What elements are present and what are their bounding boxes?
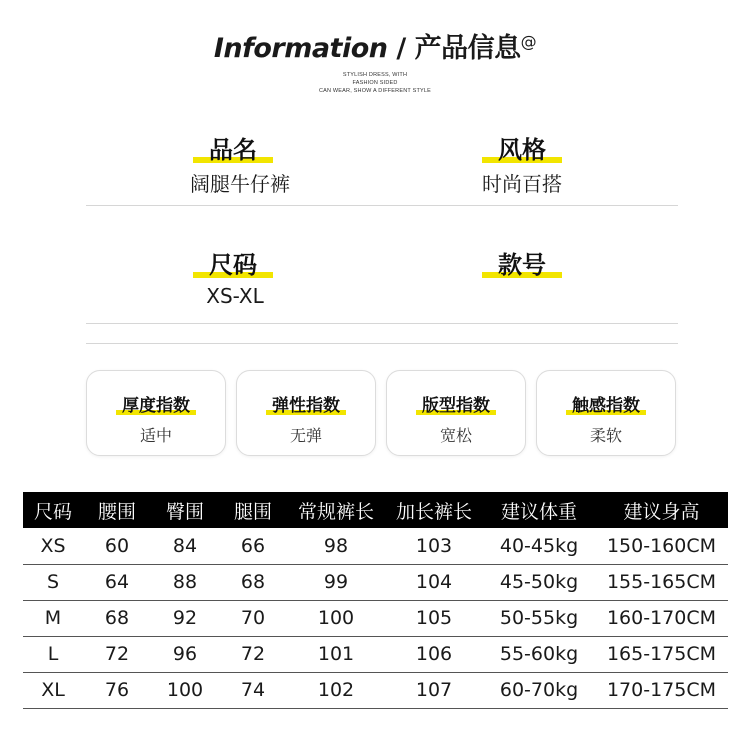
cell: 102 (287, 672, 385, 708)
title-chinese: 产品信息 (414, 33, 521, 64)
cell: 55-60kg (483, 636, 595, 672)
table-header-row (23, 492, 728, 528)
size-table (23, 492, 728, 709)
table-row (23, 528, 728, 564)
cell: XL (23, 672, 83, 708)
info-value-product-name: 阔腿牛仔裤 (190, 172, 290, 196)
cell: 103 (385, 528, 483, 564)
cell: 100 (151, 672, 219, 708)
header-weight: 建议体重 (483, 492, 595, 528)
index-label: 版型指数 (387, 391, 525, 416)
table-row (23, 636, 728, 672)
index-value: 无弹 (289, 426, 322, 445)
cell: XS (23, 528, 83, 564)
table-row (23, 564, 728, 600)
cell: 68 (83, 600, 151, 636)
header-long-length: 加长裤长 (385, 492, 483, 528)
cell: 64 (83, 564, 151, 600)
info-value-style: 时尚百搭 (482, 172, 562, 196)
cell: 74 (219, 672, 287, 708)
cell: 72 (219, 636, 287, 672)
cell: 88 (151, 564, 219, 600)
cell: S (23, 564, 83, 600)
header-regular-length: 常规裤长 (287, 492, 385, 528)
cell: 40-45kg (483, 528, 595, 564)
info-label-style: 风格 (422, 130, 622, 165)
header-height: 建议身高 (595, 492, 728, 528)
cell: M (23, 600, 83, 636)
cell: 155-165CM (595, 564, 728, 600)
cell: 105 (385, 600, 483, 636)
cell: 68 (219, 564, 287, 600)
header-size: 尺码 (23, 492, 83, 528)
cell: 170-175CM (595, 672, 728, 708)
table-row (23, 672, 728, 708)
cell: 96 (151, 636, 219, 672)
info-label-style-number: 款号 (422, 245, 622, 280)
cell: 106 (385, 636, 483, 672)
info-label-size: 尺码 (133, 245, 333, 280)
divider (86, 205, 678, 206)
cell: 150-160CM (595, 528, 728, 564)
title-separator: / (387, 33, 415, 64)
cell: 99 (287, 564, 385, 600)
index-label: 触感指数 (537, 391, 675, 416)
title-english: Information (213, 33, 388, 64)
index-label: 厚度指数 (87, 391, 225, 416)
table-row (23, 600, 728, 636)
tagline-line-2: FASHION SIDED (352, 80, 398, 86)
header-hip: 臀围 (151, 492, 219, 528)
header-thigh: 腿围 (219, 492, 287, 528)
info-value-size: XS-XL (206, 284, 264, 308)
cell: 72 (83, 636, 151, 672)
index-card-touch (536, 370, 676, 456)
cell: 50-55kg (483, 600, 595, 636)
header-waist: 腰围 (83, 492, 151, 528)
index-value: 适中 (139, 426, 172, 445)
index-label: 弹性指数 (237, 391, 375, 416)
divider (86, 343, 678, 344)
cell: 165-175CM (595, 636, 728, 672)
cell: 70 (219, 600, 287, 636)
page-title (0, 26, 750, 65)
cell: 60-70kg (483, 672, 595, 708)
cell: 104 (385, 564, 483, 600)
cell: 107 (385, 672, 483, 708)
cell: 92 (151, 600, 219, 636)
tagline-line-3: CAN WEAR, SHOW A DIFFERENT STYLE (318, 88, 432, 94)
cell: 76 (83, 672, 151, 708)
cell: 160-170CM (595, 600, 728, 636)
divider (86, 323, 678, 324)
cell: L (23, 636, 83, 672)
cell: 101 (287, 636, 385, 672)
index-value: 宽松 (439, 426, 472, 445)
index-card-thickness (86, 370, 226, 456)
cell: 84 (151, 528, 219, 564)
cell: 60 (83, 528, 151, 564)
index-value: 柔软 (589, 426, 622, 445)
at-mark: @ (520, 32, 537, 51)
index-card-elasticity (236, 370, 376, 456)
cell: 100 (287, 600, 385, 636)
cell: 45-50kg (483, 564, 595, 600)
index-card-fit (386, 370, 526, 456)
info-label-product-name: 品名 (133, 130, 333, 165)
cell: 98 (287, 528, 385, 564)
tagline-line-1: STYLISH DRESS, WITH (342, 72, 408, 78)
cell: 66 (219, 528, 287, 564)
